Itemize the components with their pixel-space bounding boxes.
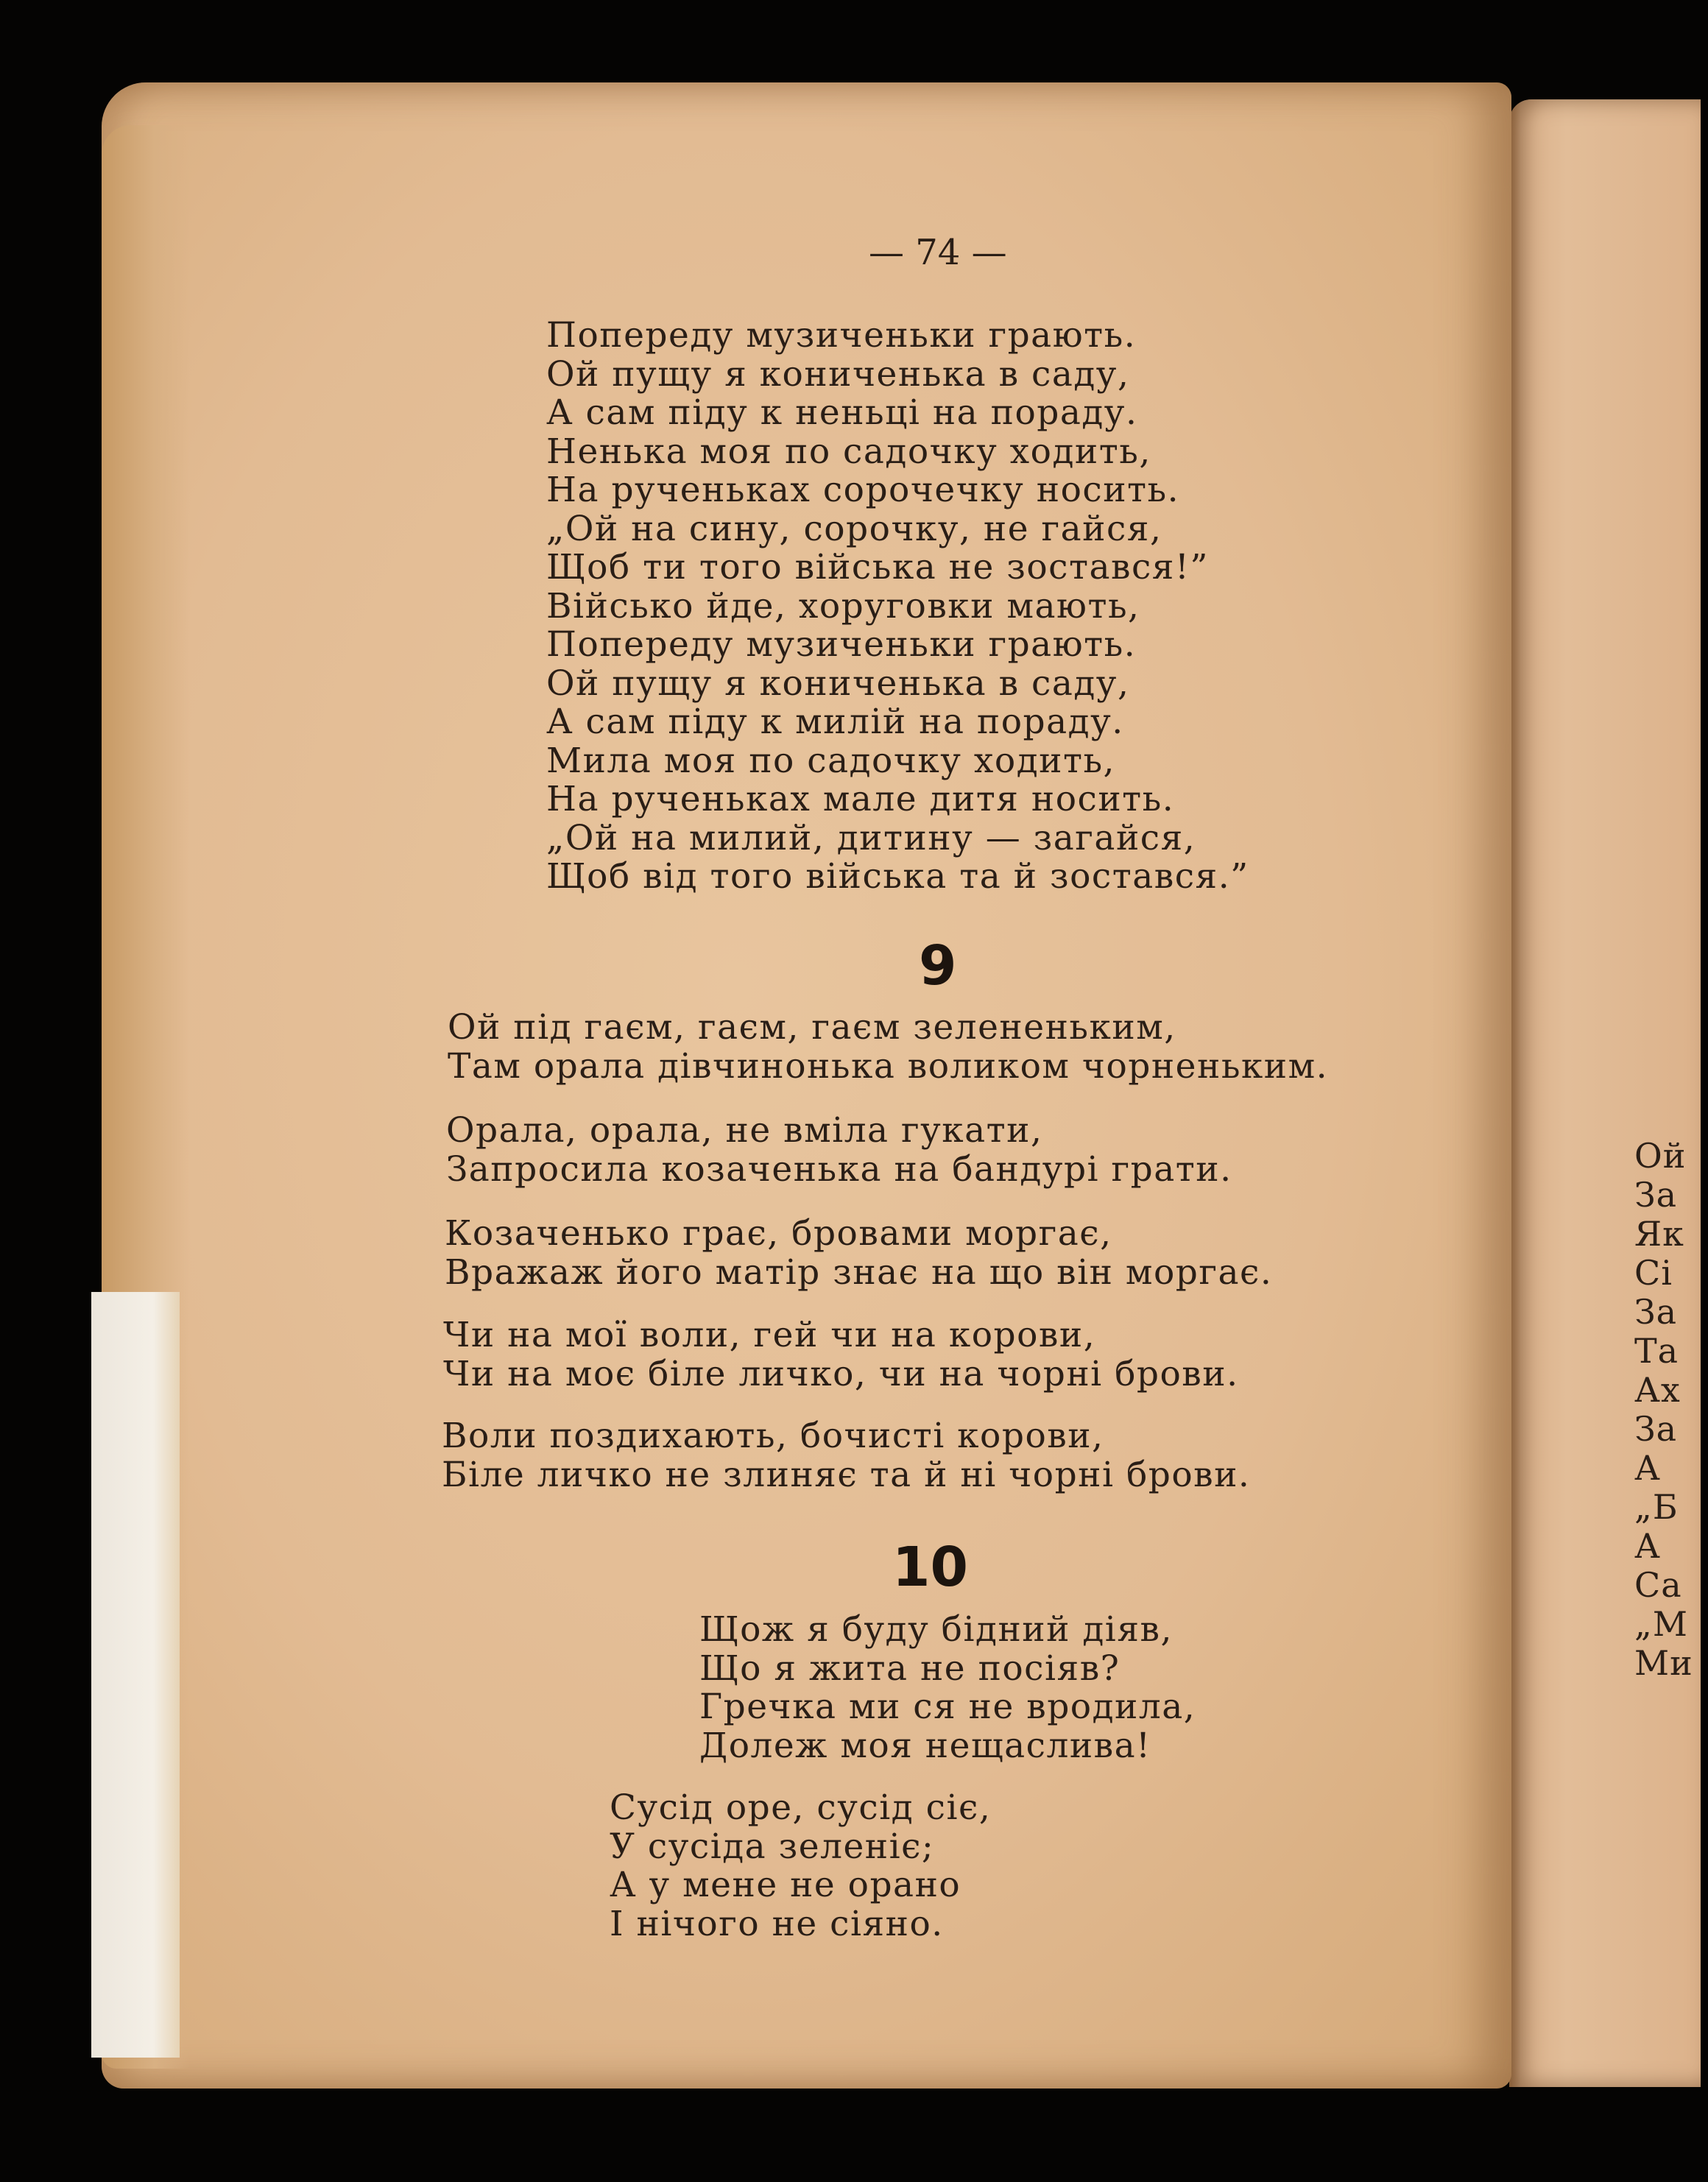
song-number-10: 10 (892, 1536, 968, 1599)
verse-line: А у мене не орано (610, 1865, 961, 1905)
facing-page (1509, 99, 1701, 2087)
verse-line: Сусід оре, сусід сіє, (610, 1787, 992, 1828)
verse-line: На рученьках мале дитя носить. (546, 779, 1175, 819)
song9-stanza (443, 1316, 1239, 1394)
facing-fragment: За (1634, 1175, 1678, 1215)
verse-line: Там орала дівчинонька воликом чорненьким. (448, 1045, 1329, 1087)
verse-line: Козаченько грає, бровами моргає, (445, 1213, 1112, 1254)
verse-line: А сам піду к милій на пораду. (546, 702, 1124, 742)
verse-line: Чи на моє біле личко, чи на чорні брови. (443, 1353, 1239, 1394)
page-number: — 74 — (869, 232, 1007, 273)
facing-fragment: А (1634, 1448, 1661, 1488)
facing-fragment: Та (1634, 1331, 1679, 1371)
song10-stanza (610, 1789, 991, 1943)
verse-line: Воли поздихають, бочисті корови, (442, 1416, 1104, 1456)
song9-stanza (445, 1215, 1272, 1292)
verse-line: І нічого не сіяно. (610, 1903, 944, 1944)
verse-line: Гречка ми ся не вродила, (699, 1687, 1196, 1727)
verse-line: Вражаж його матір знає на що він моргає. (445, 1251, 1273, 1293)
verse-line: Ой під гаєм, гаєм, гаєм зелененьким, (448, 1007, 1176, 1048)
song-number-9: 9 (919, 934, 957, 998)
song9-stanza (446, 1112, 1232, 1189)
facing-fragment: А (1634, 1526, 1661, 1566)
verse-line: Долеж моя нещаслива! (699, 1725, 1151, 1766)
verse-line: „Ой на сину, сорочку, не гайся, (546, 508, 1162, 549)
facing-fragment: За (1634, 1409, 1678, 1449)
verse-line: А сам піду к неньці на пораду. (546, 392, 1138, 433)
facing-fragment: „М (1634, 1604, 1688, 1644)
song10-stanza (699, 1611, 1196, 1765)
song9-stanza (442, 1417, 1250, 1494)
facing-fragment: „Б (1634, 1487, 1679, 1527)
facing-fragment: Ми (1634, 1643, 1693, 1683)
verse-line: Ой пущу я кониченька в саду, (546, 353, 1130, 395)
verse-line: Орала, орала, не вміла гукати, (446, 1110, 1043, 1151)
verse-line: На рученьках сорочечку носить. (546, 470, 1180, 510)
verse-line: Попереду музиченьки грають. (546, 624, 1137, 665)
facing-fragment: Са (1634, 1565, 1682, 1605)
verse-line: Біле личко не злиняє та й ні чорні брови. (442, 1454, 1251, 1495)
verse-line: Попереду музиченьки грають. (546, 315, 1137, 356)
verse-line: Військо йде, хоруговки мають, (546, 585, 1140, 626)
verse-line: Чи на мої воли, гей чи на корови, (443, 1315, 1096, 1355)
song8-verse (546, 317, 1249, 897)
verse-line: Щоб ти того війська не зостався!” (546, 547, 1209, 587)
facing-fragment: Сі (1634, 1253, 1673, 1293)
verse-line: Ненька моя по садочку ходить, (546, 431, 1151, 472)
facing-fragment: Як (1634, 1214, 1684, 1254)
verse-line: Мила моя по садочку ходить, (546, 740, 1115, 781)
song9-stanza (448, 1009, 1328, 1086)
verse-line: Що я жита не посіяв? (699, 1648, 1121, 1689)
facing-fragment: Ой (1634, 1136, 1687, 1176)
paper-patch (91, 1292, 180, 2058)
verse-line: Щож я буду бідний діяв, (699, 1609, 1173, 1650)
verse-line: Запросила козаченька на бандурі грати. (446, 1148, 1232, 1190)
facing-fragment: Ах (1634, 1370, 1681, 1410)
verse-line: Щоб від того війська та й зостався.” (546, 856, 1249, 897)
verse-line: У сусіда зеленіє; (610, 1826, 935, 1867)
verse-line: Ой пущу я кониченька в саду, (546, 663, 1130, 704)
verse-line: „Ой на милий, дитину — загайся, (546, 817, 1196, 858)
facing-fragment: За (1634, 1292, 1678, 1332)
